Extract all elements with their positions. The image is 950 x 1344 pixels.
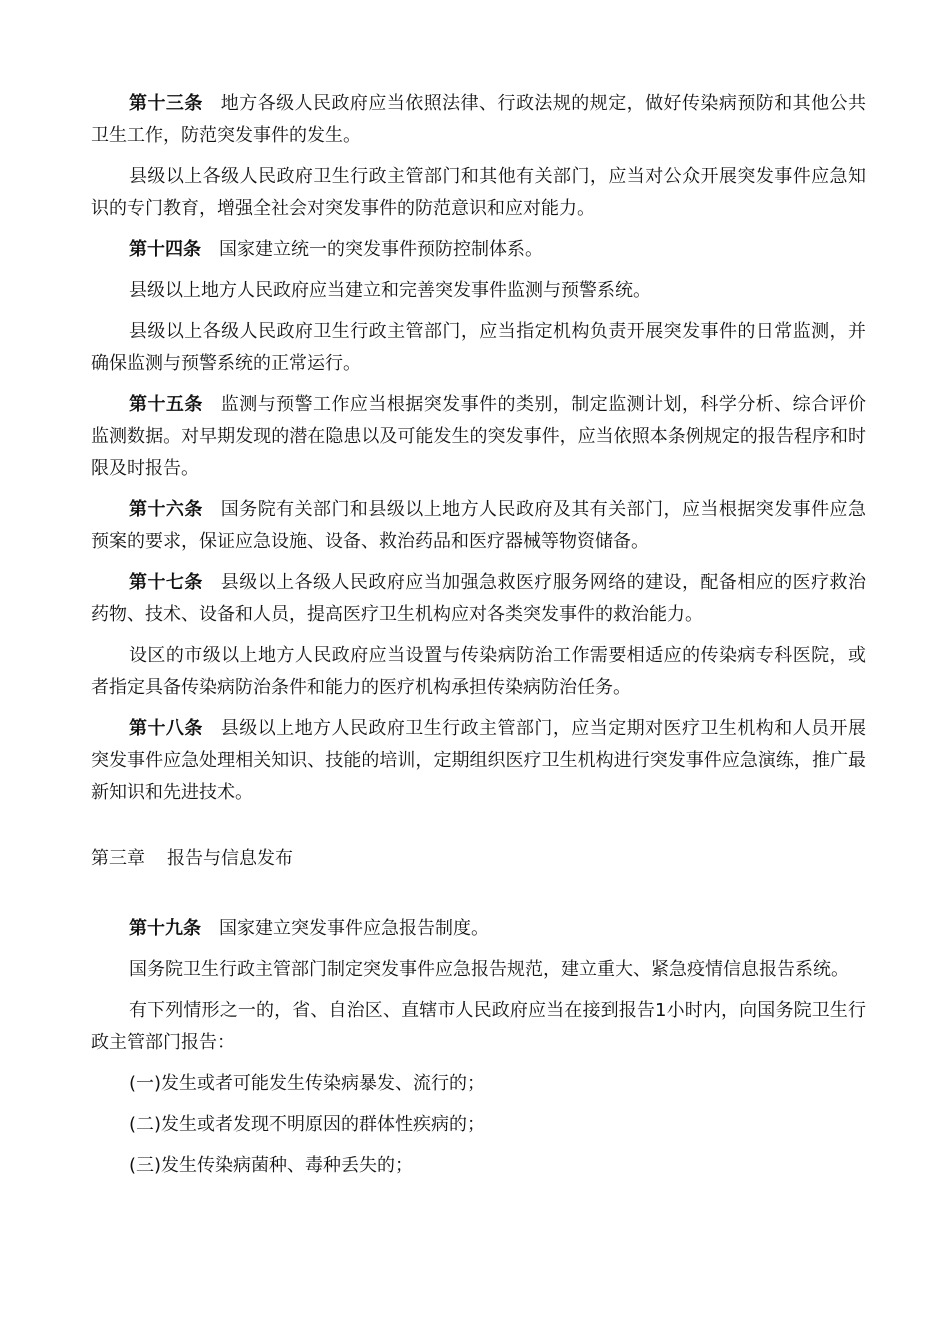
article-number: 第十七条	[129, 572, 203, 593]
article-text: (三)发生传染病菌种、毒种丢失的；	[129, 1155, 414, 1176]
article-text: 监测与预警工作应当根据突发事件的类别，制定监测计划，科学分析、综合评价监测数据。对早期发现的潜在隐患以及可能发生的突发事件，应当依照本条例规定的报告程序和时限及时报告。	[91, 394, 867, 479]
article-paragraph	[91, 995, 866, 1059]
article-paragraph	[91, 954, 866, 986]
articles-after	[91, 913, 866, 1182]
article-text: 县级以上各级人民政府应当加强急救医疗服务网络的建设，配备相应的医疗救治药物、技术、设备和人员，提高医疗卫生机构应对各类突发事件的救治能力。	[91, 572, 867, 625]
article-text: (一)发生或者可能发生传染病暴发、流行的；	[129, 1073, 486, 1094]
article-paragraph-first	[91, 567, 866, 631]
article-paragraph	[91, 316, 866, 380]
article-paragraph	[91, 1068, 866, 1100]
chapter-number: 第三章	[91, 848, 145, 869]
article-paragraph-first	[91, 389, 866, 485]
article-paragraph-first	[91, 234, 866, 266]
article-number: 第十五条	[129, 394, 203, 415]
article-number: 第十九条	[129, 918, 201, 939]
article-paragraph	[91, 275, 866, 307]
article-text: 国务院卫生行政主管部门制定突发事件应急报告规范，建立重大、紧急疫情信息报告系统。	[129, 959, 849, 980]
article-text: 地方各级人民政府应当依照法律、行政法规的规定，做好传染病预防和其他公共卫生工作，防范突发事件的发生。	[91, 93, 867, 146]
article-number: 第十八条	[129, 718, 203, 739]
article-paragraph-first	[91, 494, 866, 558]
article-text: 县级以上地方人民政府应当建立和完善突发事件监测与预警系统。	[129, 280, 651, 301]
article-text: 国家建立突发事件应急报告制度。	[219, 918, 489, 939]
article-number: 第十四条	[129, 239, 201, 260]
article-text: 设区的市级以上地方人民政府应当设置与传染病防治工作需要相适应的传染病专科医院，或者指定具备传染病防治条件和能力的医疗机构承担传染病防治任务。	[91, 645, 866, 698]
article-paragraph-first	[91, 713, 866, 809]
article-paragraph	[91, 1150, 866, 1182]
article-number: 第十六条	[129, 499, 203, 520]
article-paragraph-first	[91, 88, 866, 152]
article-text: (二)发生或者发现不明原因的群体性疾病的；	[129, 1114, 486, 1135]
article-text: 国家建立统一的突发事件预防控制体系。	[219, 239, 543, 260]
article-paragraph-first	[91, 913, 866, 945]
chapter-heading	[91, 843, 866, 875]
articles-before	[91, 88, 866, 809]
article-paragraph	[91, 1109, 866, 1141]
article-text: 县级以上各级人民政府卫生行政主管部门和其他有关部门，应当对公众开展突发事件应急知识的专门教育，增强全社会对突发事件的防范意识和应对能力。	[91, 166, 866, 219]
article-text: 县级以上地方人民政府卫生行政主管部门，应当定期对医疗卫生机构和人员开展突发事件应急处理相关知识、技能的培训，定期组织医疗卫生机构进行突发事件应急演练，推广最新知识和先进技术。	[91, 718, 867, 803]
article-text: 有下列情形之一的，省、自治区、直辖市人民政府应当在接到报告1小时内，向国务院卫生行政主管部门报告：	[91, 1000, 866, 1053]
chapter-title: 报告与信息发布	[167, 848, 293, 869]
article-text: 国务院有关部门和县级以上地方人民政府及其有关部门，应当根据突发事件应急预案的要求，保证应急设施、设备、救治药品和医疗器械等物资储备。	[91, 499, 867, 552]
article-paragraph	[91, 161, 866, 225]
article-paragraph	[91, 640, 866, 704]
document-page	[91, 88, 866, 1191]
article-number: 第十三条	[129, 93, 203, 114]
article-text: 县级以上各级人民政府卫生行政主管部门，应当指定机构负责开展突发事件的日常监测，并确保监测与预警系统的正常运行。	[91, 321, 866, 374]
